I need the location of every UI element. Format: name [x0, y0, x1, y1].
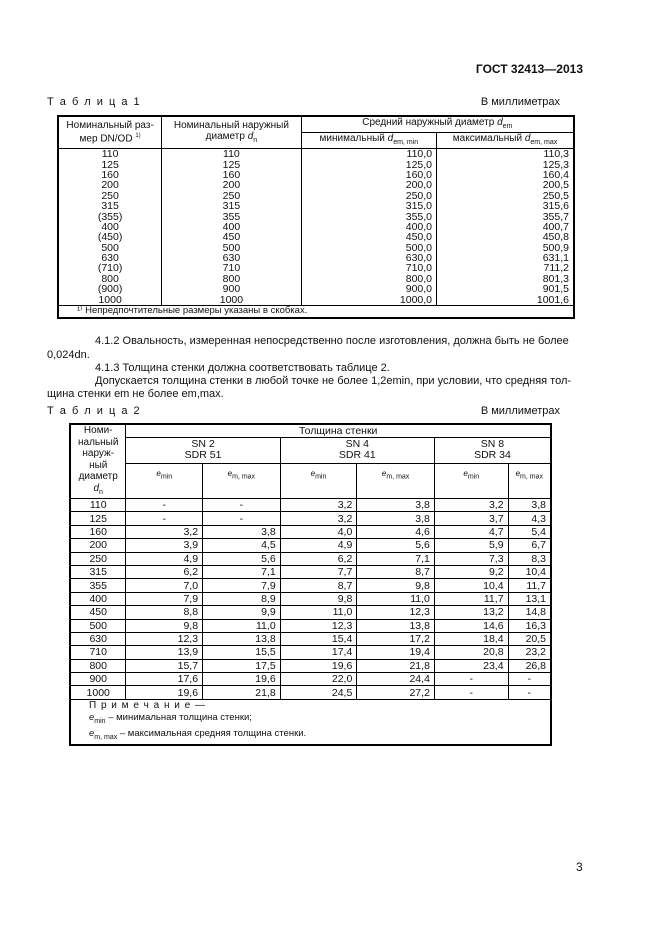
table2-header-sn2: SN 2 SDR 51 [126, 438, 280, 463]
table-cell: 11,7 [508, 579, 551, 592]
table-cell: 3,2 [126, 525, 203, 538]
table-row [58, 180, 574, 190]
table-cell: 11,0 [203, 619, 281, 632]
table2-header-sn8: SN 8 SDR 34 [434, 438, 551, 463]
table-cell: 5,6 [357, 539, 435, 552]
table-cell: 18,4 [434, 632, 508, 645]
table-cell: (900) [58, 284, 162, 294]
page-number: 3 [576, 860, 583, 874]
table-cell: 11,0 [357, 592, 435, 605]
document-header: ГОСТ 32413—2013 [475, 62, 583, 76]
table-cell: 4,3 [508, 512, 551, 525]
table1-header-outer: Номинальный наружный диаметр $d_n$ [162, 116, 301, 149]
table-row [58, 159, 574, 169]
table-row [58, 253, 574, 263]
table-cell: 3,8 [357, 512, 435, 525]
table-cell: 355 [70, 579, 126, 592]
table-cell: 13,2 [434, 606, 508, 619]
table-cell: 200 [70, 539, 126, 552]
table-cell: 13,9 [126, 646, 203, 659]
table-cell: 3,2 [434, 499, 508, 512]
table-row [58, 211, 574, 221]
table-row [58, 201, 574, 211]
table2-header-emax: $e_{m, max}$ [357, 463, 435, 499]
table-cell: 315 [70, 565, 126, 578]
table-row [70, 565, 551, 578]
table-cell: 6,2 [280, 552, 357, 565]
table-cell: 110,3 [437, 149, 574, 160]
table-cell: 15,4 [280, 632, 357, 645]
table-row [70, 686, 551, 699]
table-cell: 630 [58, 253, 162, 263]
table-cell: - [203, 499, 281, 512]
table-cell: 19,6 [280, 659, 357, 672]
table-cell: 3,7 [434, 512, 508, 525]
table-cell: 21,8 [357, 659, 435, 672]
table-cell: 355,0 [301, 211, 436, 221]
table-cell: 901,5 [437, 284, 574, 294]
table-row [58, 284, 574, 294]
table-row [70, 579, 551, 592]
table-cell: 3,8 [203, 525, 281, 538]
table2-header-emax: $e_{m, max}$ [203, 463, 281, 499]
para-4-1-2: 4.1.2 Овальность, измеренная непосредственно после изготовления, должна быть не более [95, 335, 569, 347]
table-cell: 5,6 [203, 552, 281, 565]
table2-header-sn4: SN 4 SDR 41 [280, 438, 434, 463]
table2-header-emin: $e_{min}$ [280, 463, 357, 499]
table-row [58, 191, 574, 201]
table-cell: 1000 [58, 294, 162, 305]
table-cell: 19,6 [126, 686, 203, 699]
table-cell: 900 [70, 673, 126, 686]
table-cell: 7,3 [434, 552, 508, 565]
table-cell: 631,1 [437, 253, 574, 263]
table-cell: 250 [58, 191, 162, 201]
table-row [70, 539, 551, 552]
table-cell: 24,5 [280, 686, 357, 699]
table-cell: 19,4 [357, 646, 435, 659]
table-row [58, 149, 574, 160]
table-cell: 800,0 [301, 274, 436, 284]
table-cell: - [126, 512, 203, 525]
table-cell: 900 [162, 284, 301, 294]
table-cell: 3,8 [357, 499, 435, 512]
table-cell: - [434, 686, 508, 699]
table-cell: 8,7 [280, 579, 357, 592]
table-cell: 630 [162, 253, 301, 263]
table-cell: 200,0 [301, 180, 436, 190]
table-cell: 17,5 [203, 659, 281, 672]
table-cell: 3,2 [280, 512, 357, 525]
table-row [70, 673, 551, 686]
table-cell: 12,3 [357, 606, 435, 619]
table-cell: - [126, 499, 203, 512]
table-cell: 110,0 [301, 149, 436, 160]
table-row [70, 646, 551, 659]
table-cell: 4,7 [434, 525, 508, 538]
table-cell: 16,3 [508, 619, 551, 632]
table-cell: 355 [162, 211, 301, 221]
table-cell: 11,7 [434, 592, 508, 605]
table2-header-emin: $e_{min}$ [126, 463, 203, 499]
table-cell: 9,8 [126, 619, 203, 632]
table-cell: - [434, 673, 508, 686]
table-cell: 250,5 [437, 191, 574, 201]
table-cell: (355) [58, 211, 162, 221]
table-cell: 400 [58, 222, 162, 232]
table-row [70, 552, 551, 565]
table-cell: 800 [58, 274, 162, 284]
table-cell: 315 [58, 201, 162, 211]
table-cell: 22,0 [280, 673, 357, 686]
table-cell: 800 [70, 659, 126, 672]
table-cell: 5,9 [434, 539, 508, 552]
table-cell: 110 [70, 499, 126, 512]
table-row [70, 525, 551, 538]
table-cell: 110 [58, 149, 162, 160]
table-cell: 12,3 [126, 632, 203, 645]
table-cell: 15,7 [126, 659, 203, 672]
table-cell: (710) [58, 263, 162, 273]
table-cell: 801,3 [437, 274, 574, 284]
table-cell: 17,4 [280, 646, 357, 659]
table-cell: 160,4 [437, 170, 574, 180]
table-cell: 710 [162, 263, 301, 273]
table1-footnote: ¹⁾ Непредпочтительные размеры указаны в скобках. [58, 305, 574, 318]
table-cell: 125 [70, 512, 126, 525]
table-cell: 7,9 [126, 592, 203, 605]
table-cell: 900,0 [301, 284, 436, 294]
table2-units: В миллиметрах [480, 405, 560, 417]
table-cell: 7,7 [280, 565, 357, 578]
table-cell: 8,3 [508, 552, 551, 565]
table-cell: 1001,6 [437, 294, 574, 305]
table-cell: 8,8 [126, 606, 203, 619]
table-row [70, 606, 551, 619]
table-cell: 250,0 [301, 191, 436, 201]
table-cell: 6,7 [508, 539, 551, 552]
table-cell: 160,0 [301, 170, 436, 180]
table-cell: 3,8 [508, 499, 551, 512]
table-cell: 21,8 [203, 686, 281, 699]
table-cell: 315,0 [301, 201, 436, 211]
table-cell: 17,6 [126, 673, 203, 686]
table-cell: 7,1 [203, 565, 281, 578]
table-cell: 10,4 [434, 579, 508, 592]
table-cell: 355,7 [437, 211, 574, 221]
table-cell: 710 [70, 646, 126, 659]
table-cell: 1000 [162, 294, 301, 305]
table-cell: 4,9 [126, 552, 203, 565]
table-row [58, 263, 574, 273]
table1-header-dn: Номинальный раз- мер DN/OD $^{1)}$ [58, 116, 162, 149]
para-4-1-3-allow-cont: щина стенки em не более em,max. [47, 388, 224, 400]
table-cell: 1000,0 [301, 294, 436, 305]
table-row [70, 619, 551, 632]
table-row [58, 222, 574, 232]
table-cell: 27,2 [357, 686, 435, 699]
table-row [58, 232, 574, 242]
table-cell: 250 [162, 191, 301, 201]
table-cell: 630,0 [301, 253, 436, 263]
para-4-1-3-allow: Допускается толщина стенки в любой точке не более 1,2emin, при условии, что средняя тол- [95, 375, 572, 387]
table-cell: 9,8 [280, 592, 357, 605]
table-cell: 5,4 [508, 525, 551, 538]
table-cell: 450,0 [301, 232, 436, 242]
table-cell: 400 [162, 222, 301, 232]
table-cell: 14,8 [508, 606, 551, 619]
table-cell: 14,6 [434, 619, 508, 632]
para-4-1-3: 4.1.3 Толщина стенки должна соответствовать таблице 2. [95, 362, 390, 374]
table-row [70, 512, 551, 525]
table-cell: 315 [162, 201, 301, 211]
table2-note-1: $e_{min}$ – минимальная толщина стенки; [89, 711, 252, 725]
table-cell: 20,8 [434, 646, 508, 659]
table-cell: 400,7 [437, 222, 574, 232]
table-cell: 13,8 [203, 632, 281, 645]
table-cell: 400,0 [301, 222, 436, 232]
table2-header-emax: $e_{m, max}$ [508, 463, 551, 499]
table2-header-dn: Номи- нальный наруж- ный диаметр $d_n$ [70, 424, 126, 499]
table-cell: 110 [162, 149, 301, 160]
table-cell: 17,2 [357, 632, 435, 645]
table-cell: 125 [162, 159, 301, 169]
table-cell: 8,9 [203, 592, 281, 605]
table1-header-min: минимальный $d_{em, min}$ [301, 133, 436, 149]
table-cell: 1000 [70, 686, 126, 699]
table-cell: 500,0 [301, 243, 436, 253]
table-cell: 710,0 [301, 263, 436, 273]
table1-caption: Т а б л и ц а 1 [47, 96, 142, 108]
table-cell: 125,3 [437, 159, 574, 169]
table-cell: 3,2 [280, 499, 357, 512]
table-cell: 4,6 [357, 525, 435, 538]
table-row [70, 659, 551, 672]
table2-note-title: П р и м е ч а н и е — [89, 699, 206, 711]
table-row [58, 274, 574, 284]
table-cell: 450 [70, 606, 126, 619]
table-cell: 500 [70, 619, 126, 632]
table-cell: 800 [162, 274, 301, 284]
table-cell: 13,8 [357, 619, 435, 632]
table1-header-max: максимальный $d_{em, max}$ [437, 133, 574, 149]
table-cell: 7,1 [357, 552, 435, 565]
table-cell: 125 [58, 159, 162, 169]
table-row [70, 592, 551, 605]
table-cell: 23,4 [434, 659, 508, 672]
table2-note [70, 699, 551, 744]
table-cell: - [203, 512, 281, 525]
table-cell: 500 [162, 243, 301, 253]
table-cell: - [508, 686, 551, 699]
table-cell: 200 [162, 180, 301, 190]
table2-caption: Т а б л и ц а 2 [47, 405, 142, 417]
table1-header-mean: Средний наружный диаметр $d_{em}$ [301, 116, 574, 133]
table-cell: 7,9 [203, 579, 281, 592]
table-row [58, 243, 574, 253]
para-4-1-2-cont: 0,024dn. [47, 349, 90, 361]
table-cell: 711,2 [437, 263, 574, 273]
table-cell: 15,5 [203, 646, 281, 659]
table-cell: 9,8 [357, 579, 435, 592]
table-cell: 125,0 [301, 159, 436, 169]
table-row [58, 170, 574, 180]
table2-note-2: $e_{m, max}$ – максимальная средняя толщина стенки. [89, 727, 307, 741]
table-cell: 4,9 [280, 539, 357, 552]
table-cell: (450) [58, 232, 162, 242]
table-cell: 500,9 [437, 243, 574, 253]
table-cell: 9,9 [203, 606, 281, 619]
table-row [58, 294, 574, 305]
table2 [69, 423, 552, 746]
table-cell: - [508, 673, 551, 686]
table-cell: 20,5 [508, 632, 551, 645]
table-cell: 500 [58, 243, 162, 253]
table-cell: 4,5 [203, 539, 281, 552]
table1-units: В миллиметрах [480, 96, 560, 108]
table-cell: 200,5 [437, 180, 574, 190]
table-cell: 160 [70, 525, 126, 538]
table-cell: 315,6 [437, 201, 574, 211]
table2-header-wall: Толщина стенки [126, 424, 551, 438]
table-cell: 11,0 [280, 606, 357, 619]
table-cell: 450 [162, 232, 301, 242]
table-cell: 250 [70, 552, 126, 565]
table-cell: 26,8 [508, 659, 551, 672]
table-cell: 10,4 [508, 565, 551, 578]
table-cell: 8,7 [357, 565, 435, 578]
table-cell: 13,1 [508, 592, 551, 605]
table-cell: 24,4 [357, 673, 435, 686]
table-row [70, 499, 551, 512]
table-cell: 3,9 [126, 539, 203, 552]
table-cell: 400 [70, 592, 126, 605]
table-cell: 23,2 [508, 646, 551, 659]
table-cell: 12,3 [280, 619, 357, 632]
table-cell: 9,2 [434, 565, 508, 578]
table-cell: 630 [70, 632, 126, 645]
table-cell: 200 [58, 180, 162, 190]
table-cell: 4,0 [280, 525, 357, 538]
table-cell: 160 [162, 170, 301, 180]
table-cell: 6,2 [126, 565, 203, 578]
table-cell: 160 [58, 170, 162, 180]
table1 [57, 115, 575, 319]
table-row [70, 632, 551, 645]
table2-header-emin: $e_{min}$ [434, 463, 508, 499]
table-cell: 19,6 [203, 673, 281, 686]
table-cell: 450,8 [437, 232, 574, 242]
table-cell: 7,0 [126, 579, 203, 592]
